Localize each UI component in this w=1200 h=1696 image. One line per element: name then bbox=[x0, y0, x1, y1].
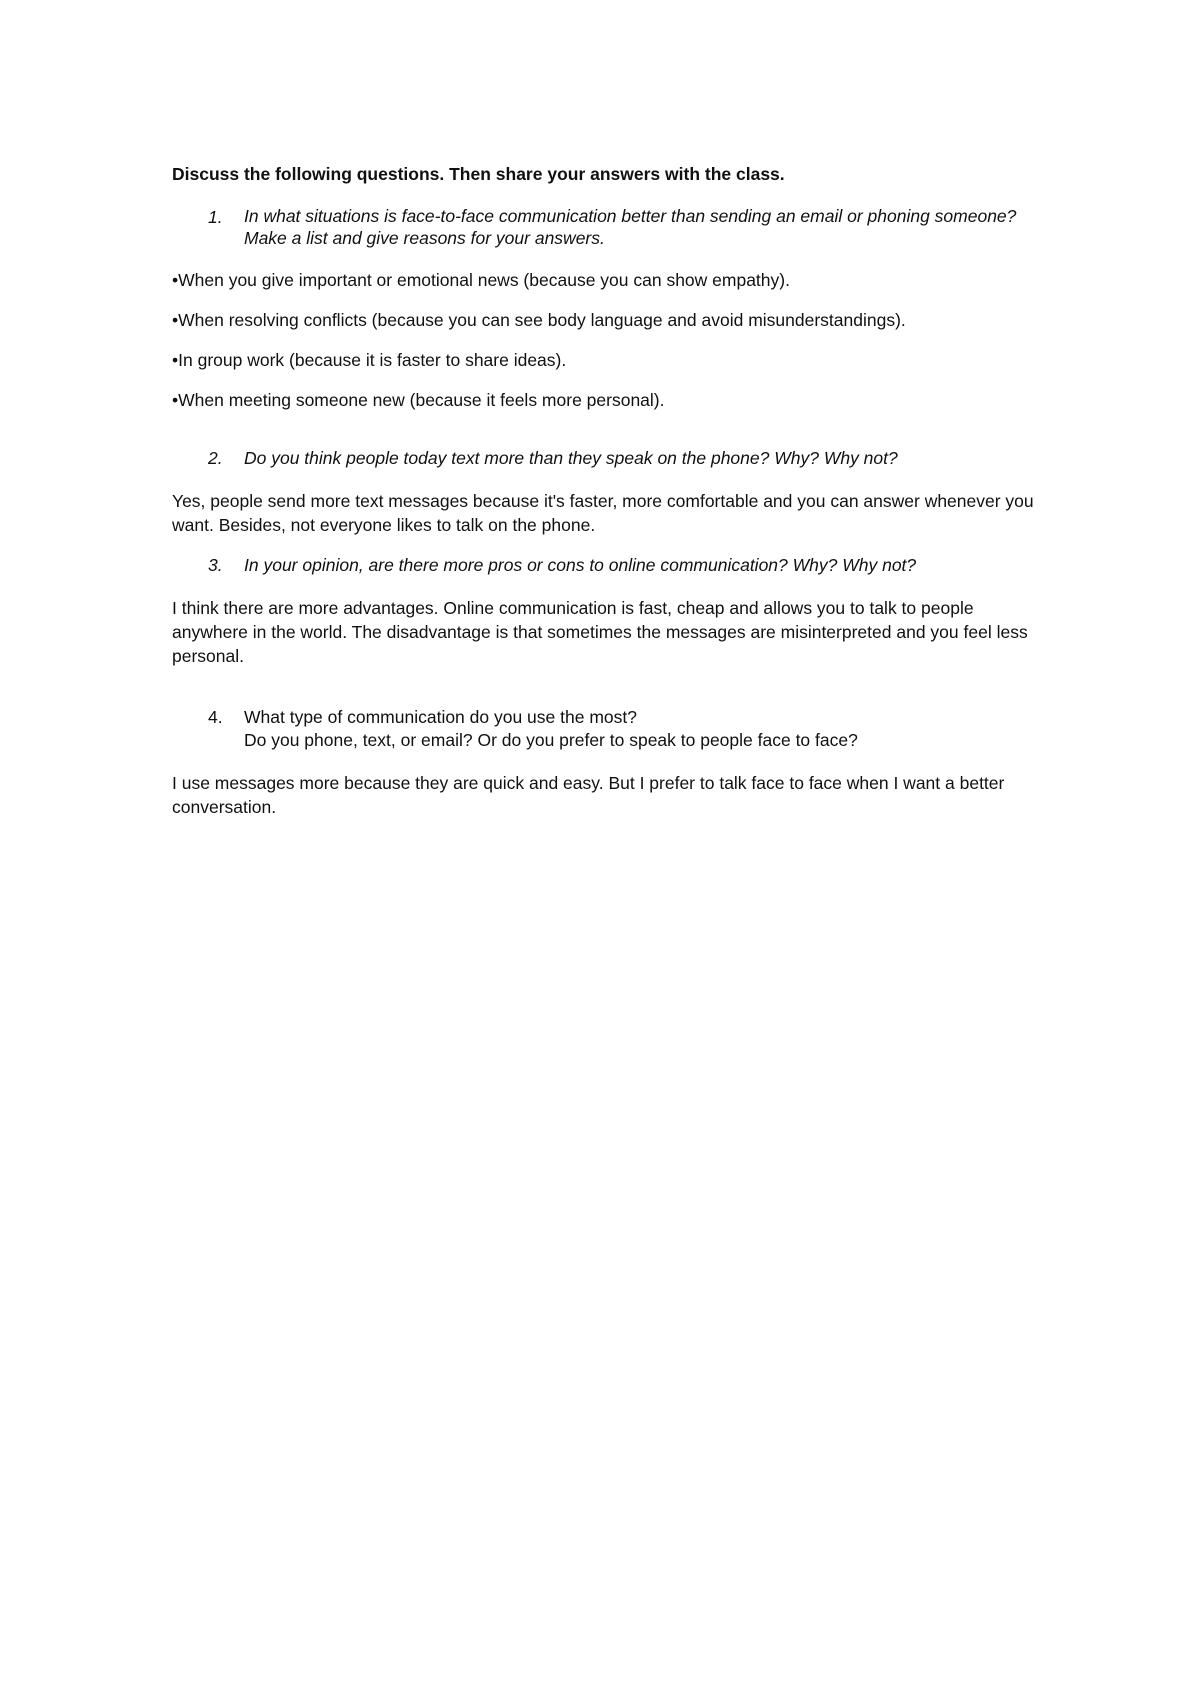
question-2 bbox=[172, 447, 1052, 470]
question-number: 4. bbox=[208, 707, 223, 727]
question-line: Make a list and give reasons for your answers. bbox=[244, 228, 605, 248]
spacer bbox=[172, 685, 1052, 706]
answer-paragraph: Yes, people send more text messages because it's faster, more comfortable and you can answer whenever you want. Besides, not everyone likes to talk on the phone. bbox=[172, 491, 1034, 535]
document-page bbox=[172, 163, 1052, 836]
answer-bullet: •In group work (because it is faster to share ideas). bbox=[172, 350, 567, 370]
question-line: In what situations is face-to-face communication better than sending an email or phoning someone? bbox=[244, 206, 1017, 226]
question-3 bbox=[172, 554, 1052, 577]
question-text bbox=[244, 206, 1052, 250]
question-text bbox=[244, 447, 1052, 470]
question-line: Do you think people today text more than they speak on the phone? Why? Why not? bbox=[244, 448, 898, 468]
instructions-heading: Discuss the following questions. Then share your answers with the class. bbox=[172, 164, 785, 184]
answer-bullet: •When resolving conflicts (because you can see body language and avoid misunderstandings). bbox=[172, 310, 906, 330]
question-4 bbox=[172, 706, 1052, 752]
answer-paragraph: I think there are more advantages. Online communication is fast, cheap and allows you to talk to people anywhere in the world. The disadvantage is that sometimes the messages are misinterpreted and you feel less personal. bbox=[172, 598, 1028, 666]
question-line: In your opinion, are there more pros or cons to online communication? Why? Why not? bbox=[244, 555, 917, 575]
answer-bullet: •When meeting someone new (because it feels more personal). bbox=[172, 390, 665, 410]
question-number: 1. bbox=[208, 207, 223, 227]
question-1 bbox=[172, 206, 1052, 250]
question-line: Do you phone, text, or email? Or do you prefer to speak to people face to face? bbox=[244, 730, 858, 750]
question-line: What type of communication do you use the most? bbox=[244, 707, 637, 727]
answer-paragraph: I use messages more because they are quick and easy. But I prefer to talk face to face when I want a better conversation. bbox=[172, 773, 1005, 817]
question-number: 2. bbox=[208, 448, 223, 468]
question-text bbox=[244, 554, 1052, 577]
spacer bbox=[172, 429, 1052, 447]
question-number: 3. bbox=[208, 555, 223, 575]
question-text bbox=[244, 706, 1052, 752]
answer-bullet: •When you give important or emotional news (because you can show empathy). bbox=[172, 270, 790, 290]
